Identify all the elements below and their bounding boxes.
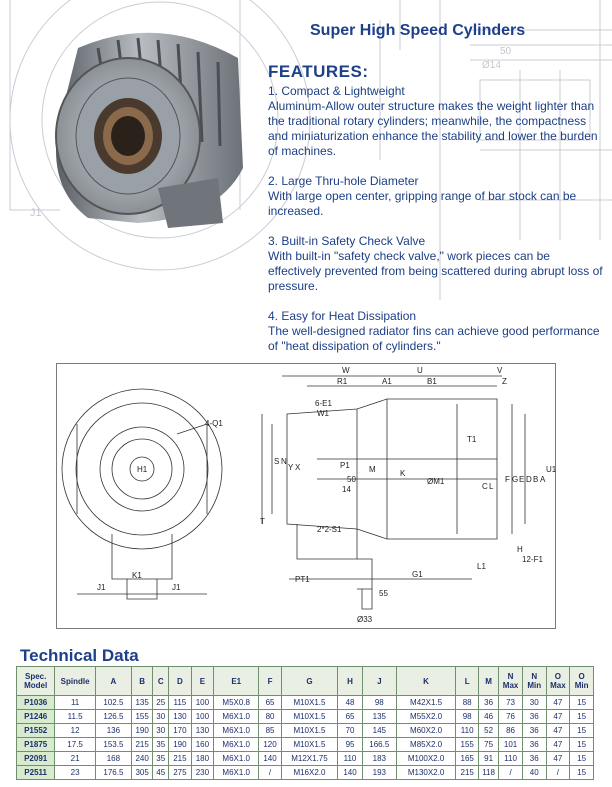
table-cell: 135	[362, 710, 396, 724]
table-cell: 215	[131, 738, 152, 752]
table-cell: 305	[131, 766, 152, 780]
table-cell: 193	[362, 766, 396, 780]
column-header	[499, 667, 523, 696]
label-j1-left: J1	[97, 583, 106, 592]
table-cell: M130X2.0	[396, 766, 456, 780]
table-cell: 47	[546, 696, 570, 710]
table-cell: 101	[499, 738, 523, 752]
label-k: K	[400, 469, 406, 478]
table-cell: 130	[191, 724, 214, 738]
label-e: E	[519, 475, 525, 484]
table-cell: 115	[169, 696, 192, 710]
table-cell: 47	[546, 752, 570, 766]
table-cell: 52	[478, 724, 498, 738]
table-cell: M60X2.0	[396, 724, 456, 738]
label-v: V	[497, 366, 503, 375]
table-cell: M6X1.0	[214, 752, 259, 766]
column-header-label: E1	[231, 676, 242, 686]
table-header	[17, 667, 594, 696]
table-cell: 65	[259, 696, 282, 710]
column-header	[281, 667, 337, 696]
table-cell: 65	[338, 710, 363, 724]
label-y: Y	[288, 463, 294, 472]
table-cell: 47	[546, 724, 570, 738]
table-cell: 118	[478, 766, 498, 780]
feature-body: With built-in "safety check valve," work pieces can be effectively prevented from being scattered during abrupt loss of pressure.	[268, 249, 603, 293]
label-6-e1: 6-E1	[315, 399, 332, 408]
table-cell: 73	[499, 696, 523, 710]
table-cell: 15	[570, 710, 594, 724]
label-x: X	[295, 463, 301, 472]
table-cell: M6X1.0	[214, 724, 259, 738]
technical-drawing	[56, 363, 556, 629]
table-cell: M10X1.5	[281, 696, 337, 710]
table-cell: 35	[153, 738, 169, 752]
column-header-label: N	[531, 672, 538, 681]
table-cell: 102.5	[95, 696, 131, 710]
column-header-label: Spec.	[24, 672, 47, 681]
feature-heading: 4. Easy for Heat Dissipation	[268, 309, 417, 323]
features-heading: FEATURES:	[268, 62, 369, 81]
column-header	[362, 667, 396, 696]
table-cell: 215	[456, 766, 479, 780]
label-l1: L1	[477, 562, 486, 571]
column-header	[522, 667, 546, 696]
feature-body: With large open center, gripping range of bar stock can be increased.	[268, 189, 577, 218]
column-header-label: C	[157, 676, 164, 686]
model-cell: P1036	[17, 696, 55, 710]
table-cell: 23	[55, 766, 96, 780]
label-55: 55	[379, 589, 388, 598]
table-row	[17, 738, 594, 752]
table-cell: 168	[95, 752, 131, 766]
column-header	[131, 667, 152, 696]
feature-body: Aluminum-Allow outer structure makes the weight lighter than the traditional rotary cylinders; meanwhile, the compactness and miniaturization enhance the stability and lower the burden of machines.	[268, 99, 598, 158]
table-cell: 35	[153, 752, 169, 766]
table-cell: 126.5	[95, 710, 131, 724]
feature-heading: 3. Built-in Safety Check Valve	[268, 234, 426, 248]
table-cell: 240	[131, 752, 152, 766]
label-a1: A1	[382, 377, 392, 386]
table-cell: 170	[169, 724, 192, 738]
label-z: Z	[502, 377, 507, 386]
table-cell: 180	[191, 752, 214, 766]
table-cell: 45	[153, 766, 169, 780]
label-w: W	[342, 366, 350, 375]
table-cell: 110	[499, 752, 523, 766]
label-w1: W1	[317, 409, 329, 418]
label-c: C	[482, 482, 488, 491]
label-t1: T1	[467, 435, 477, 444]
model-cell: P2091	[17, 752, 55, 766]
table-cell: 110	[338, 752, 363, 766]
table-cell: 40	[522, 766, 546, 780]
table-cell: /	[546, 766, 570, 780]
table-cell: 47	[546, 710, 570, 724]
table-cell: 80	[259, 710, 282, 724]
product-photo	[18, 18, 250, 230]
technical-data-table	[16, 666, 594, 780]
table-cell: 215	[169, 752, 192, 766]
table-cell: 86	[499, 724, 523, 738]
bg-label-dia14: Ø14	[482, 60, 501, 71]
table-cell: 48	[338, 696, 363, 710]
table-body	[17, 696, 594, 780]
column-header-label: J	[377, 676, 382, 686]
table-cell: 160	[191, 738, 214, 752]
table-cell: 135	[131, 696, 152, 710]
table-cell: 15	[570, 766, 594, 780]
table-cell: 140	[259, 752, 282, 766]
column-header-label: H	[347, 676, 353, 686]
table-cell: 85	[259, 724, 282, 738]
table-cell: M5X0.8	[214, 696, 259, 710]
column-header-label: D	[176, 676, 183, 686]
feature-2	[268, 174, 604, 219]
table-cell: 36	[522, 724, 546, 738]
table-cell: M85X2.0	[396, 738, 456, 752]
label-g1: G1	[412, 570, 423, 579]
column-header-label: M	[485, 676, 492, 686]
table-cell: 30	[522, 696, 546, 710]
table-cell: 76	[499, 710, 523, 724]
column-header-label: N	[507, 672, 514, 681]
column-header	[478, 667, 498, 696]
column-header-label: B	[139, 676, 146, 686]
label-b1: B1	[427, 377, 437, 386]
column-header-label: G	[306, 676, 313, 686]
table-cell: /	[259, 766, 282, 780]
table-cell: M10X1.5	[281, 710, 337, 724]
table-cell: 21	[55, 752, 96, 766]
label-a: A	[540, 475, 546, 484]
table-cell: 98	[362, 696, 396, 710]
table-row	[17, 724, 594, 738]
table-cell: M6X1.0	[214, 766, 259, 780]
table-cell: 17.5	[55, 738, 96, 752]
column-header	[338, 667, 363, 696]
table-cell: 47	[546, 738, 570, 752]
label-g: G	[512, 475, 519, 484]
table-cell: 15	[570, 696, 594, 710]
table-cell: M100X2.0	[396, 752, 456, 766]
table-cell: M55X2.0	[396, 710, 456, 724]
label-u: U	[417, 366, 423, 375]
column-header	[153, 667, 169, 696]
column-header	[546, 667, 570, 696]
table-cell: 36	[522, 752, 546, 766]
table-row	[17, 696, 594, 710]
table-cell: 165	[456, 752, 479, 766]
column-header-sublabel: Max	[550, 681, 566, 690]
label-t: T	[260, 517, 265, 526]
column-header-label: A	[110, 676, 117, 686]
table-cell: 140	[338, 766, 363, 780]
label-4-q1: 4-Q1	[205, 419, 223, 428]
table-cell: 75	[478, 738, 498, 752]
label-k1: K1	[132, 571, 142, 580]
table-cell: 11	[55, 696, 96, 710]
column-header-label: O	[578, 672, 585, 681]
column-header-label: E	[199, 676, 206, 686]
model-cell: P1246	[17, 710, 55, 724]
label-f: F	[505, 475, 510, 484]
label-r1: R1	[337, 377, 348, 386]
table-cell: 15	[570, 752, 594, 766]
label-h1: H1	[137, 465, 148, 474]
feature-body: The well-designed radiator fins can achieve good performance of "heat dissipation of cylinders."	[268, 324, 600, 353]
label-p1: P1	[340, 461, 350, 470]
table-cell: M6X1.0	[214, 710, 259, 724]
label-2x2-s1: 2*2-S1	[317, 525, 342, 534]
table-cell: 120	[259, 738, 282, 752]
table-cell: 15	[570, 738, 594, 752]
label-d: D	[526, 475, 532, 484]
table-cell: 155	[456, 738, 479, 752]
feature-4	[268, 309, 604, 354]
table-cell: 11.5	[55, 710, 96, 724]
table-cell: 36	[522, 738, 546, 752]
label-14: 14	[342, 485, 351, 494]
table-cell: M42X1.5	[396, 696, 456, 710]
label-b: B	[533, 475, 539, 484]
table-cell: 88	[456, 696, 479, 710]
table-cell: 145	[362, 724, 396, 738]
table-cell: M10X1.5	[281, 738, 337, 752]
label-dia33: Ø33	[357, 615, 373, 624]
table-cell: 98	[456, 710, 479, 724]
feature-heading: 2. Large Thru-hole Diameter	[268, 174, 419, 188]
table-cell: 155	[131, 710, 152, 724]
feature-3	[268, 234, 604, 294]
table-cell: M16X2.0	[281, 766, 337, 780]
page-title: Super High Speed Cylinders	[310, 22, 526, 39]
label-pt1: PT1	[295, 575, 310, 584]
label-m1: ØM1	[427, 477, 445, 486]
technical-data-title: Technical Data	[20, 646, 139, 665]
table-cell: M6X1.0	[214, 738, 259, 752]
label-s: S	[274, 457, 280, 466]
table-cell: 91	[478, 752, 498, 766]
table-cell: 36	[522, 710, 546, 724]
table-cell: 275	[169, 766, 192, 780]
column-header	[169, 667, 192, 696]
feature-heading: 1. Compact & Lightweight	[268, 84, 405, 98]
table-cell: 95	[338, 738, 363, 752]
table-row	[17, 766, 594, 780]
table-cell: 176.5	[95, 766, 131, 780]
table-cell: 25	[153, 696, 169, 710]
model-cell: P1875	[17, 738, 55, 752]
bg-label-j1: J1	[30, 207, 42, 219]
table-cell: 100	[191, 710, 214, 724]
column-header-sublabel: Min	[527, 681, 542, 690]
label-h: H	[517, 545, 523, 554]
table-cell: 110	[456, 724, 479, 738]
label-j1-right: J1	[172, 583, 181, 592]
column-header-sublabel: Min	[574, 681, 589, 690]
table-row	[17, 710, 594, 724]
table-row	[17, 752, 594, 766]
table-cell: 30	[153, 710, 169, 724]
table-cell: /	[499, 766, 523, 780]
table-cell: 166.5	[362, 738, 396, 752]
table-cell: 70	[338, 724, 363, 738]
column-header	[259, 667, 282, 696]
table-cell: 230	[191, 766, 214, 780]
column-header-label: O	[554, 672, 561, 681]
column-header-label: F	[267, 676, 273, 686]
column-header	[191, 667, 214, 696]
table-cell: M12X1.75	[281, 752, 337, 766]
column-header	[456, 667, 479, 696]
column-header	[17, 667, 55, 696]
column-header-label: L	[464, 676, 470, 686]
column-header	[95, 667, 131, 696]
table-cell: 136	[95, 724, 131, 738]
table-cell: 36	[478, 696, 498, 710]
table-cell: 190	[131, 724, 152, 738]
table-cell: 183	[362, 752, 396, 766]
feature-1	[268, 84, 604, 159]
table-cell: 100	[191, 696, 214, 710]
column-header	[214, 667, 259, 696]
table-cell: 46	[478, 710, 498, 724]
table-cell: 12	[55, 724, 96, 738]
model-cell: P2511	[17, 766, 55, 780]
column-header-sublabel: Model	[24, 681, 48, 690]
column-header	[396, 667, 456, 696]
table-cell: 30	[153, 724, 169, 738]
label-u1: U1	[546, 465, 557, 474]
table-cell: 153.5	[95, 738, 131, 752]
column-header-label: Spindle	[60, 676, 90, 686]
table-cell: 190	[169, 738, 192, 752]
column-header-label: K	[423, 676, 429, 686]
column-header	[55, 667, 96, 696]
table-cell: 15	[570, 724, 594, 738]
table-cell: M10X1.5	[281, 724, 337, 738]
model-cell: P1552	[17, 724, 55, 738]
drawing-svg	[57, 364, 555, 628]
table-cell: 130	[169, 710, 192, 724]
column-header	[570, 667, 594, 696]
bg-label-50: 50	[500, 46, 512, 57]
label-l: L	[489, 482, 494, 491]
label-n: N	[281, 457, 287, 466]
label-m: M	[369, 465, 376, 474]
label-50: 50	[347, 475, 356, 484]
column-header-sublabel: Max	[502, 681, 519, 690]
label-12-f1: 12-F1	[522, 555, 543, 564]
